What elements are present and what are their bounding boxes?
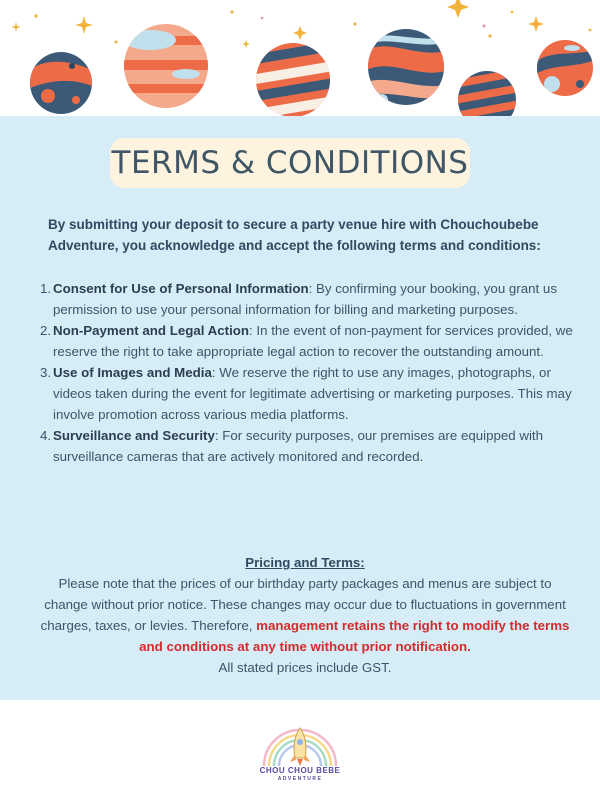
planet-icon: [536, 40, 595, 96]
item-heading: Consent for Use of Personal Information: [53, 281, 309, 296]
item-heading: Non-Payment and Legal Action: [53, 323, 250, 338]
header-decoration: [0, 0, 600, 116]
intro-paragraph: By submitting your deposit to secure a party venue hire with Chouchoubebe Adventure, you acknowledge and accept the following terms and conditions:: [48, 217, 541, 253]
pricing-title: Pricing and Terms:: [245, 555, 365, 570]
star-icon: [75, 16, 93, 34]
pricing-highlight: management retains the right to modify the terms and conditions at any time without prior notification.: [139, 618, 570, 654]
brand-name: CHOU CHOU BEBE: [259, 766, 341, 775]
list-item: [40, 278, 580, 320]
title-banner: [110, 138, 470, 188]
planet-icon: [250, 40, 340, 116]
star-icon: [11, 22, 21, 32]
list-item: [40, 320, 580, 362]
rocket-rainbow-icon: [250, 720, 350, 768]
star-icon: [242, 40, 250, 48]
item-body: : We reserve the right to use any images, photographs, or videos taken during the event for legitimate advertising or marketing purposes. This may involve promotion across various media platforms.: [53, 365, 572, 422]
item-body: : By confirming your booking, you grant us permission to use your personal information for billing and marketing purposes.: [53, 281, 557, 317]
star-icon: [528, 16, 544, 32]
item-number: 2.: [40, 323, 52, 338]
planet-icon: [30, 52, 92, 114]
terms-list: [40, 278, 580, 467]
brand-subtitle: ADVENTURE: [277, 776, 323, 782]
star-icon: [293, 26, 307, 40]
pricing-gst-note: All stated prices include GST.: [218, 660, 392, 675]
item-heading: Use of Images and Media: [53, 365, 212, 380]
planet-icon: [120, 24, 220, 108]
planet-icon: [455, 68, 520, 116]
list-item: [40, 425, 580, 467]
brand-logo: [250, 720, 350, 790]
star-icon: [447, 0, 469, 18]
page-title: TERMS & CONDITIONS: [111, 145, 469, 181]
item-number: 4.: [40, 428, 52, 443]
item-body: : For security purposes, our premises are equipped with surveillance cameras that are actively monitored and recorded.: [53, 428, 544, 464]
planets-illustration: [0, 0, 600, 116]
item-heading: Surveillance and Security: [53, 428, 215, 443]
planet-icon: [366, 29, 448, 106]
pricing-section: [40, 552, 570, 678]
item-body: : In the event of non-payment for services provided, we reserve the right to take appropriate legal action to recover the outstanding amount.: [53, 323, 573, 359]
pricing-body: Please note that the prices of our birthday party packages and menus are subject to change without prior notice. These changes may occur due to fluctuations in government charges, taxes, or levies. Therefore,: [40, 576, 566, 633]
list-item: [40, 362, 580, 425]
item-number: 3.: [40, 365, 52, 380]
item-number: 1.: [40, 281, 52, 296]
